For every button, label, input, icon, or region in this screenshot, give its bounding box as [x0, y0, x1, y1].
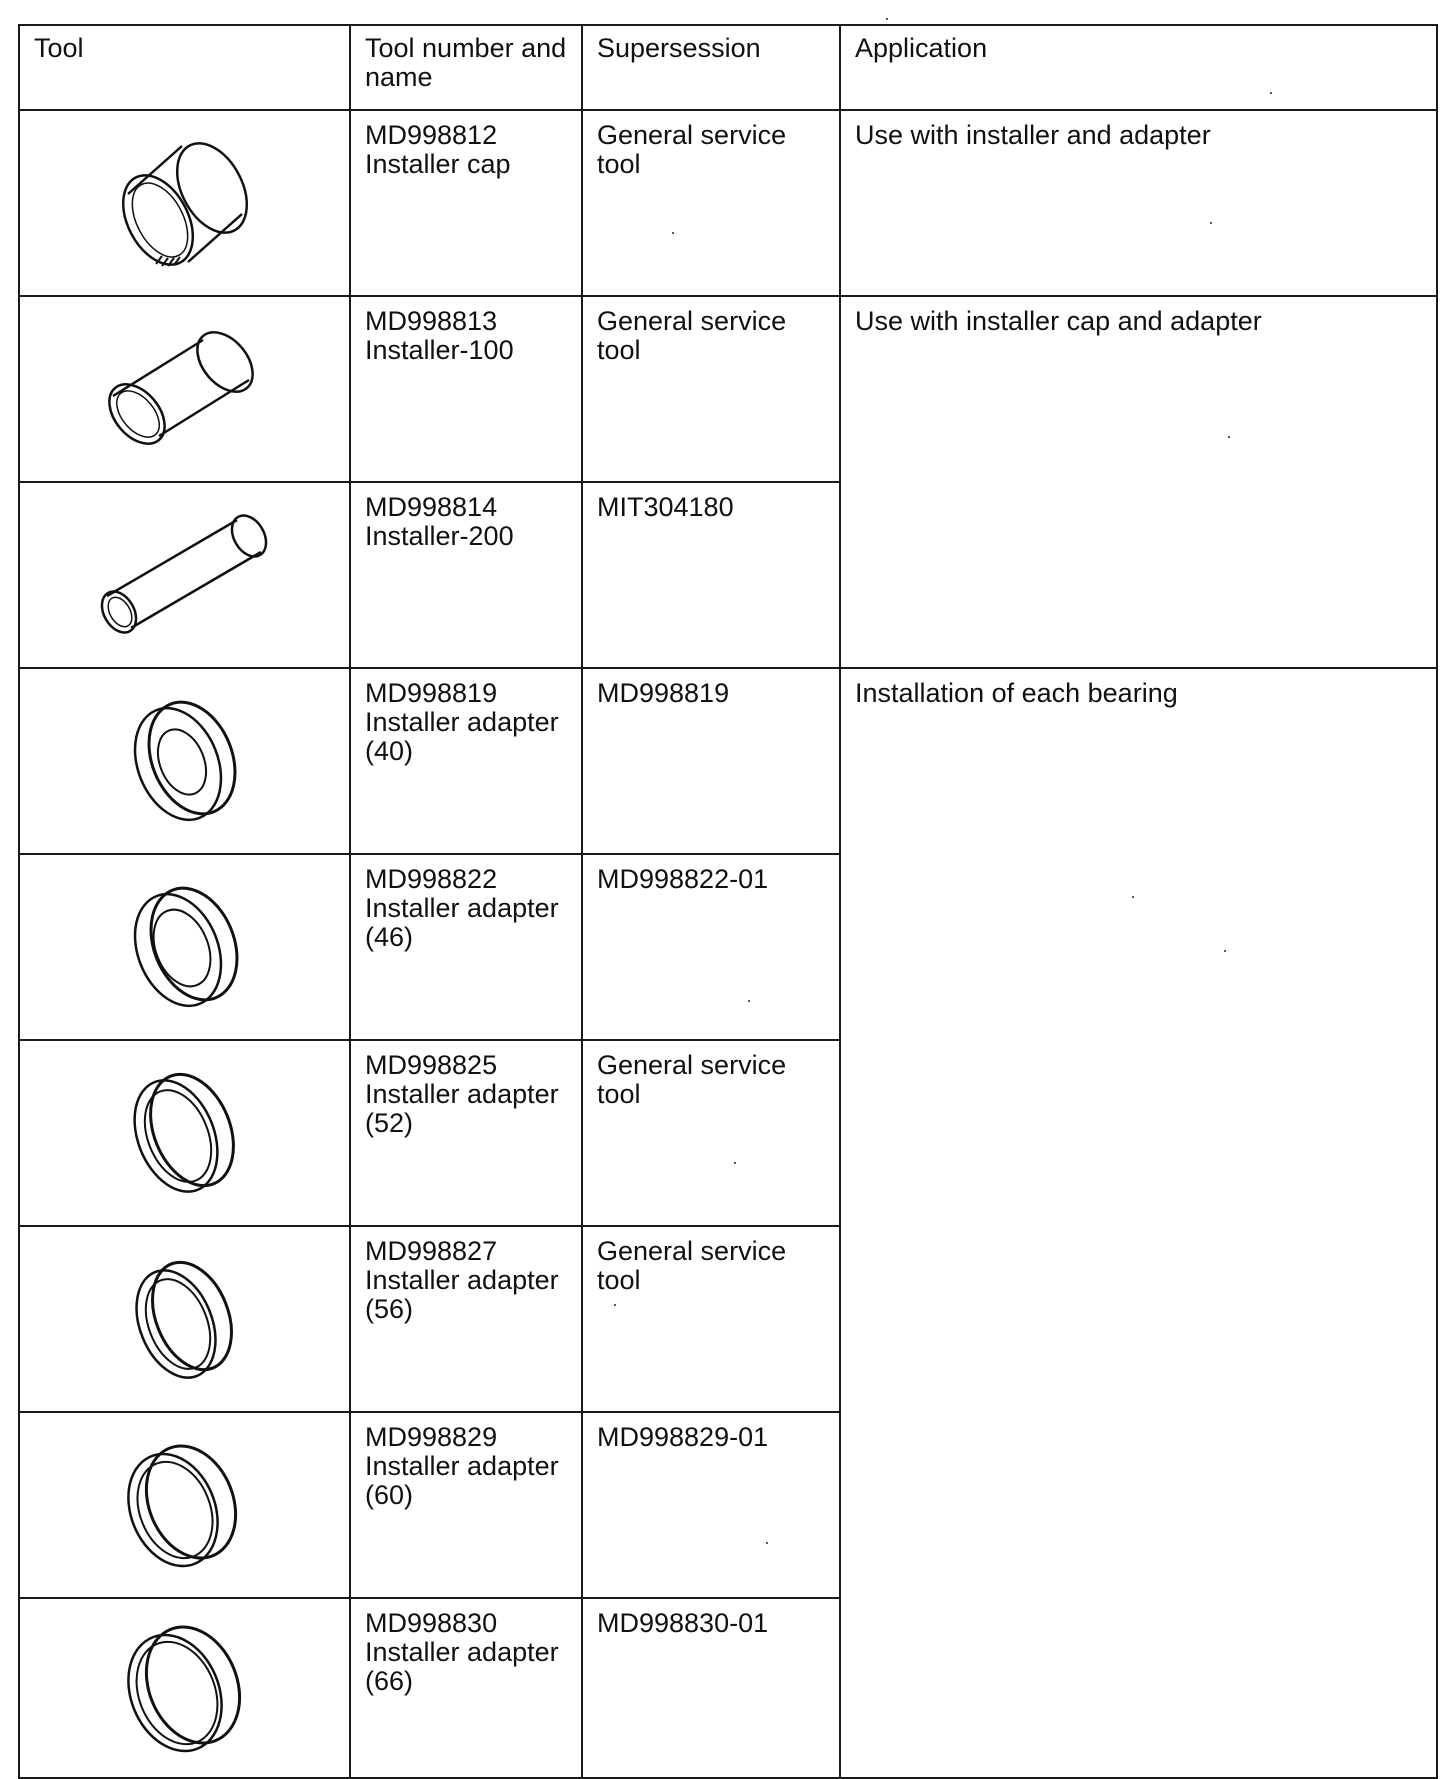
supersession-cell: MIT304180 [582, 482, 840, 668]
tool-illustration-cell [19, 668, 350, 854]
tool-size: (52) [365, 1108, 414, 1138]
table-row [19, 110, 1437, 296]
scan-speck [1228, 436, 1230, 438]
tool-number-name-cell [350, 668, 582, 854]
supersession-cell: General service tool [582, 110, 840, 296]
tool-number-name-cell [350, 110, 582, 296]
application-cell: Use with installer cap and adapter [840, 296, 1437, 668]
tool-number-name-cell [350, 1412, 582, 1598]
header-tool-number-and-name: Tool number and name [350, 25, 582, 110]
installer-100-icon [95, 314, 275, 464]
installer-adapter-icon [120, 686, 250, 836]
scan-speck [672, 232, 674, 234]
tool-number-name-cell [350, 296, 582, 482]
tool-name: Installer-100 [365, 335, 514, 365]
tool-name: Installer adapter [365, 1079, 559, 1109]
tool-size: (40) [365, 736, 414, 766]
header-row [19, 25, 1437, 110]
tool-illustration-cell [19, 1412, 350, 1598]
tool-name: Installer adapter [365, 893, 559, 923]
tool-size: (66) [365, 1666, 414, 1696]
tool-number-name-cell [350, 1226, 582, 1412]
installer-200-icon [85, 500, 285, 650]
tool-illustration-cell [19, 854, 350, 1040]
tool-name: Installer cap [365, 149, 511, 179]
scan-speck [1224, 950, 1226, 952]
application-cell: Use with installer and adapter [840, 110, 1437, 296]
header-supersession: Supersession [582, 25, 840, 110]
tool-name: Installer-200 [365, 521, 514, 551]
scan-speck [766, 1542, 768, 1544]
special-tools-table [18, 24, 1438, 1779]
header-application: Application [840, 25, 1437, 110]
table-row [19, 296, 1437, 482]
tool-number: MD998819 [365, 678, 498, 708]
table-row [19, 668, 1437, 854]
tool-number: MD998829 [365, 1422, 498, 1452]
tool-number: MD998827 [365, 1236, 498, 1266]
tool-size: (60) [365, 1480, 414, 1510]
tool-number: MD998813 [365, 306, 498, 336]
tool-size: (56) [365, 1294, 414, 1324]
tool-illustration-cell [19, 482, 350, 668]
installer-adapter-icon [120, 1058, 250, 1208]
scan-speck [734, 1162, 736, 1164]
scan-speck [886, 18, 888, 20]
tool-number-name-cell [350, 854, 582, 1040]
scan-speck [1270, 92, 1272, 94]
tool-name: Installer adapter [365, 1265, 559, 1295]
tool-number: MD998830 [365, 1608, 498, 1638]
tool-number-name-cell [350, 1040, 582, 1226]
tool-name: Installer adapter [365, 1451, 559, 1481]
tool-number: MD998814 [365, 492, 498, 522]
tool-number-name-cell [350, 1598, 582, 1778]
tool-number: MD998822 [365, 864, 498, 894]
installer-adapter-icon [115, 1430, 255, 1580]
tool-illustration-cell [19, 296, 350, 482]
tool-number-name-cell [350, 482, 582, 668]
scan-speck [748, 1000, 750, 1002]
supersession-cell: MD998819 [582, 668, 840, 854]
tool-illustration-cell [19, 1040, 350, 1226]
installer-adapter-icon [120, 872, 250, 1022]
tool-name: Installer adapter [365, 1637, 559, 1667]
tool-illustration-cell [19, 110, 350, 296]
scan-speck [1210, 222, 1212, 224]
tool-size: (46) [365, 922, 414, 952]
supersession-cell: General service tool [582, 1040, 840, 1226]
tool-illustration-cell [19, 1226, 350, 1412]
scan-speck [614, 1304, 616, 1306]
installer-adapter-icon [120, 1244, 250, 1394]
installer-adapter-icon [115, 1613, 255, 1763]
supersession-cell: General service tool [582, 1226, 840, 1412]
supersession-cell: General service tool [582, 296, 840, 482]
supersession-cell: MD998822-01 [582, 854, 840, 1040]
supersession-cell: MD998829-01 [582, 1412, 840, 1598]
scan-speck [1132, 896, 1134, 898]
header-tool: Tool [19, 25, 350, 110]
tool-number: MD998812 [365, 120, 498, 150]
installer-cap-icon [110, 128, 260, 278]
application-cell: Installation of each bearing [840, 668, 1437, 1778]
supersession-cell: MD998830-01 [582, 1598, 840, 1778]
tool-illustration-cell [19, 1598, 350, 1778]
tool-name: Installer adapter [365, 707, 559, 737]
tool-number: MD998825 [365, 1050, 498, 1080]
